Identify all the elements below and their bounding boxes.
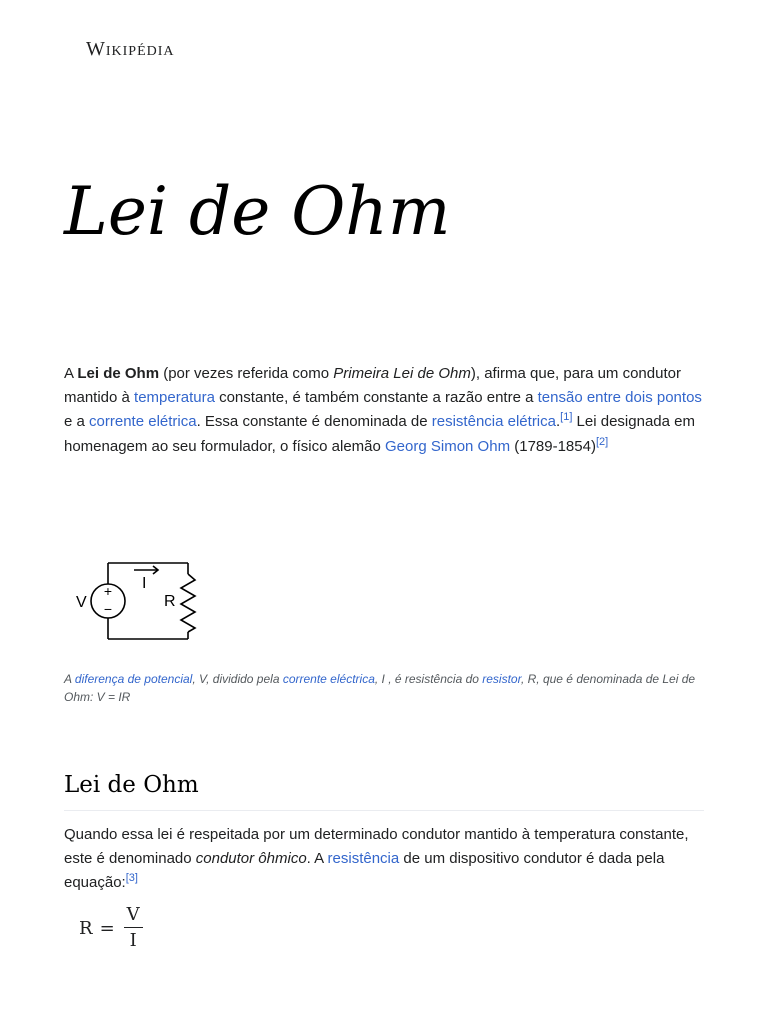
caption-text: , I , é resistência do (374, 672, 483, 686)
wikipedia-logo[interactable]: Wikipédia (86, 38, 175, 60)
section-paragraph (64, 823, 704, 896)
reference-2 (596, 436, 608, 448)
source-plus-sign: + (103, 583, 113, 599)
reference-2-link[interactable]: [2] (595, 435, 609, 448)
intro-text: . Essa constante é denominada de (196, 413, 432, 431)
link-corrente-eletrica[interactable]: corrente elétrica (89, 413, 197, 431)
voltage-label: V (76, 594, 87, 611)
reference-1 (560, 411, 572, 423)
link-temperatura[interactable]: temperatura (134, 389, 215, 407)
reference-3-link[interactable]: [3] (125, 872, 138, 885)
link-diferenca-de-potencial[interactable]: diferença de potencial (74, 672, 193, 686)
caption-text: A (64, 672, 75, 686)
current-label: I (142, 575, 147, 592)
source-minus-sign: − (103, 601, 113, 617)
caption-text: , R, que é denominada de Lei de Ohm: V = IR (64, 672, 696, 704)
intro-text: . (555, 413, 561, 431)
ohm-equation (79, 906, 143, 950)
section-text: de um dispositivo condutor é dada pela equação: (64, 850, 665, 892)
link-georg-simon-ohm[interactable]: Georg Simon Ohm (385, 437, 511, 455)
resistor-icon (181, 574, 195, 632)
section-text: Quando essa lei é respeitada por um determinado condutor mantido à temperatura constante, este é denominado (64, 826, 689, 868)
intro-text: constante, é também constante a razão entre a (214, 389, 538, 407)
reference-3 (126, 872, 138, 884)
link-resistor[interactable]: resistor (482, 672, 521, 686)
equation-lhs: R (79, 917, 93, 939)
resistance-label: R (164, 593, 176, 610)
intro-text: ), afirma que, para um condutor mantido à (64, 365, 681, 407)
reference-1-link[interactable]: [1] (560, 411, 573, 424)
link-corrente-electrica[interactable]: corrente eléctrica (282, 672, 375, 686)
intro-text: (por vezes referida como (159, 365, 334, 382)
intro-text: Lei designada em homenagem ao seu formulador, o físico alemão (64, 413, 695, 455)
section-italic-term: condutor ôhmico (195, 850, 307, 868)
caption-text: , V, dividido pela (192, 672, 283, 686)
circuit-diagram[interactable] (70, 558, 210, 644)
link-tensao-entre-dois-pontos[interactable]: tensão entre dois pontos (537, 389, 702, 407)
intro-text: A (64, 365, 78, 382)
section-text: . A (306, 850, 328, 868)
link-resistencia[interactable]: resistência (327, 850, 400, 868)
page-title: Lei de Ohm (64, 173, 451, 250)
intro-paragraph (64, 362, 704, 459)
intro-text: (1789-1854) (510, 437, 596, 455)
intro-italic-term: Primeira Lei de Ohm (333, 365, 471, 382)
link-resistencia-eletrica[interactable]: resistência elétrica (431, 413, 556, 431)
equation-denominator: I (129, 930, 137, 951)
equation-fraction (124, 906, 143, 950)
intro-text: e a (64, 413, 90, 431)
equation-equals: = (99, 917, 115, 939)
figure-caption (64, 670, 709, 706)
equation-numerator: V (124, 906, 143, 928)
intro-bold-term: Lei de Ohm (77, 365, 160, 382)
section-heading[interactable]: Lei de Ohm (64, 770, 704, 811)
